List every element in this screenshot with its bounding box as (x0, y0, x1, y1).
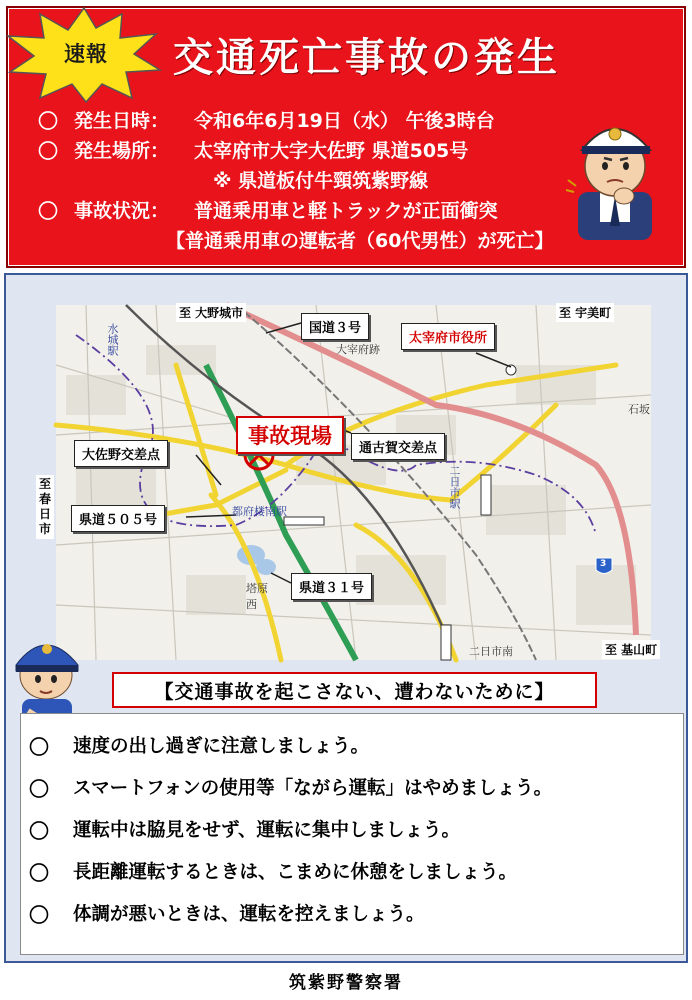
map-graphic (56, 305, 651, 660)
tip-text: 運転中は脇見をせず、運転に集中しましょう。 (73, 820, 461, 841)
info-label: 事故状況： (74, 199, 170, 222)
direction-northeast: 至 宇美町 (556, 303, 614, 322)
map-text-ishizaka: 石坂 (628, 403, 650, 416)
police-officer-illustration (560, 100, 670, 240)
safety-tips-list (20, 713, 684, 955)
police-mascot-illustration (8, 625, 86, 725)
direction-west-char: 日 (38, 507, 51, 521)
safety-tips-heading: 【交通事故を起こさない、遭わないために】 (112, 672, 597, 708)
tip-text: 長距離運転するときは、こまめに休憩をしましょう。 (73, 862, 518, 883)
info-value: 普通乗用車と軽トラックが正面衝突 (194, 199, 498, 222)
list-item (21, 892, 683, 934)
breaking-badge: 速報 (64, 42, 108, 66)
list-item (21, 724, 683, 766)
bullet: 〇 (29, 818, 49, 843)
info-row-road-name (38, 164, 558, 194)
label-city-office: 太宰府市役所 (401, 323, 495, 350)
map-text-futsukaichi-minami: 二日市南 (469, 645, 513, 658)
info-label: 発生場所： (74, 139, 170, 162)
tip-text: 体調が悪いときは、運転を控えましょう。 (73, 904, 425, 925)
bullet: 〇 (38, 198, 58, 223)
bullet: 〇 (29, 860, 49, 885)
info-value: 令和6年6月19日（水） 午後3時台 (194, 109, 495, 132)
map-text-futsukaichi-station: 二日市駅 (448, 465, 461, 509)
direction-west-char: 春 (38, 492, 51, 506)
label-pref-road-505: 県道５０５号 (71, 505, 165, 532)
label-osano-intersection: 大佐野交差点 (74, 440, 168, 467)
bullet: 〇 (29, 902, 49, 927)
accident-map (56, 305, 658, 660)
label-tsukoga-intersection: 通古賀交差点 (351, 433, 445, 460)
info-value: 【普通乗用車の運転者（60代男性）が死亡】 (166, 229, 554, 252)
direction-southeast: 至 基山町 (602, 640, 660, 659)
bullet: 〇 (29, 734, 49, 759)
list-item (21, 766, 683, 808)
info-panel (4, 273, 688, 963)
route-shield-number: 3 (600, 559, 607, 569)
info-row-victim (38, 224, 558, 254)
bullet: 〇 (38, 138, 58, 163)
map-text-toharanishi: 塔原西 (246, 582, 268, 611)
info-value: ※ 県道板付牛頸筑紫野線 (213, 169, 429, 192)
direction-west-char: 至 (38, 477, 51, 491)
accident-site-label: 事故現場 (236, 416, 344, 454)
label-route3: 国道３号 (301, 313, 369, 340)
bullet: 〇 (29, 776, 49, 801)
tip-text: スマートフォンの使用等「ながら運転」はやめましょう。 (73, 778, 553, 799)
police-station-name: 筑紫野警察署 (289, 973, 403, 993)
map-text-mizuki: 水城駅 (106, 323, 119, 356)
label-pref-road-31: 県道３１号 (291, 573, 372, 600)
incident-info (38, 104, 558, 254)
map-text-dazaifu-site: 大宰府跡 (336, 343, 380, 356)
direction-west (36, 475, 54, 539)
direction-west-char: 市 (38, 522, 51, 536)
direction-north: 至 大野城市 (176, 303, 246, 322)
list-item (21, 850, 683, 892)
list-item (21, 808, 683, 850)
breaking-news-banner (6, 6, 686, 268)
info-row-situation (38, 194, 558, 224)
bullet: 〇 (38, 108, 58, 133)
info-row-location (38, 134, 558, 164)
info-label: 発生日時： (74, 109, 170, 132)
info-value: 太宰府市大字大佐野 県道505号 (194, 139, 469, 162)
map-text-tofuro-station: 都府楼南駅 (232, 505, 287, 518)
tip-text: 速度の出し過ぎに注意しましょう。 (73, 736, 370, 757)
info-row-datetime (38, 104, 558, 134)
banner-title: 交通死亡事故の発生 (173, 35, 560, 81)
